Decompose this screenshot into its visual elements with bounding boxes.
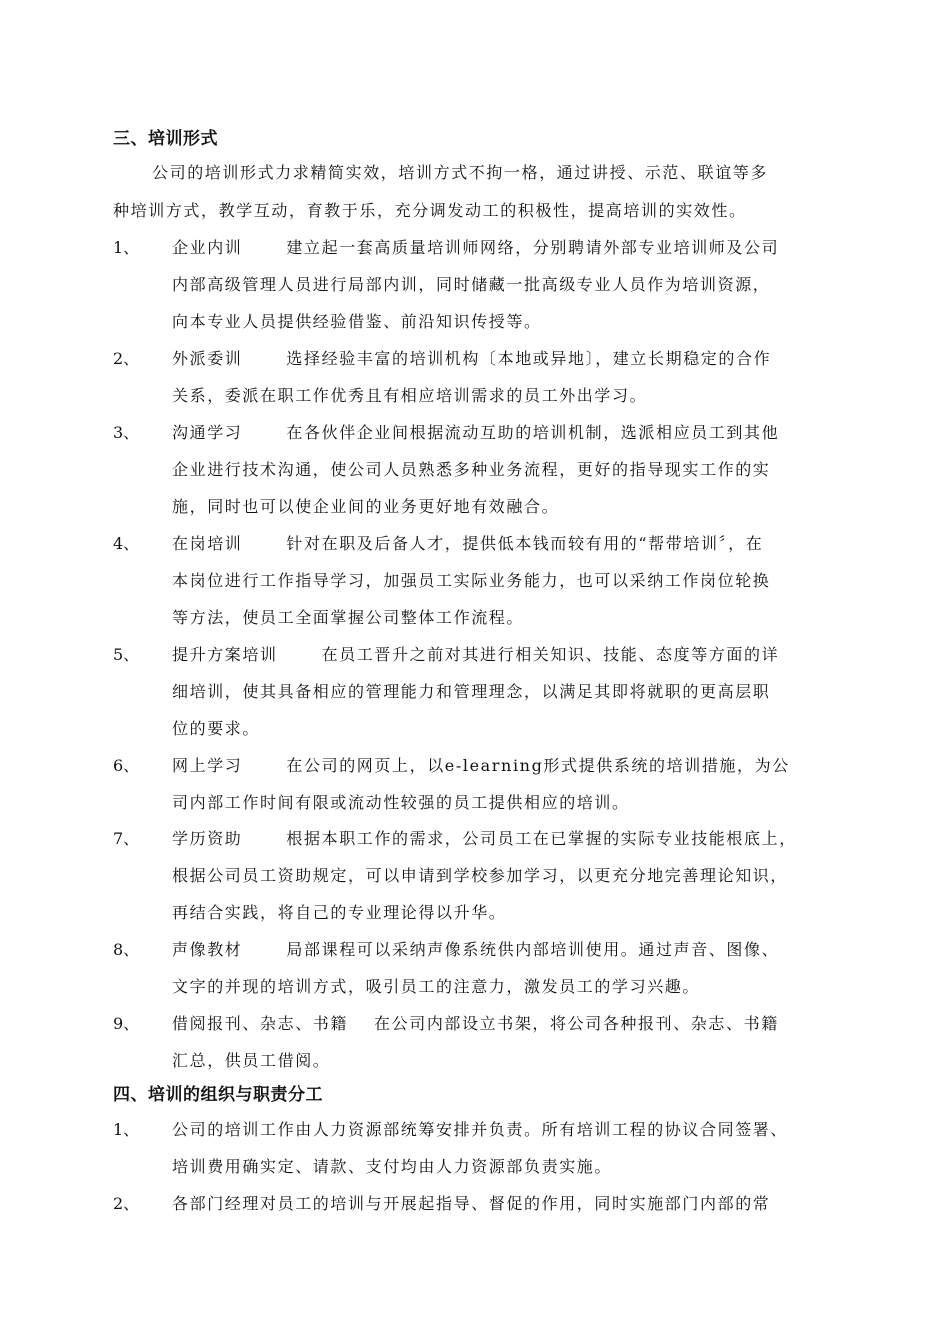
- item-9-line-1: 在公司内部设立书架，将公司各种报刊、杂志、书籍: [374, 1014, 779, 1033]
- item-4-line-1: 针对在职及后备人才，提供低本钱而较有用的“帮带培训〞，在: [286, 534, 764, 553]
- item-3-line-2: 企业进行技术沟通，使公司人员熟悉多种业务流程，更好的指导现实工作的实: [172, 460, 771, 479]
- item-9-term: 借阅报刊、杂志、书籍: [172, 1014, 349, 1033]
- item-5-line-1: 在员工晋升之前对其进行相关知识、技能、态度等方面的详: [321, 645, 780, 664]
- item-1-line-2: 内部高级管理人员进行局部内训，同时储藏一批高级专业人员作为培训资源，: [172, 275, 771, 294]
- item-6-first-line: [172, 754, 790, 778]
- item-9-number: 9、: [113, 1014, 140, 1033]
- item-6-line-1: 在公司的网页上，以e-learning形式提供系统的培训措施，为公: [286, 756, 790, 775]
- item-6-number: 6、: [113, 756, 140, 775]
- s4-item-2-line-1: 各部门经理对员工的培训与开展起指导、督促的作用，同时实施部门内部的常: [172, 1194, 771, 1213]
- item-1-first-line: [172, 236, 779, 260]
- s4-item-1-line-1: 公司的培训工作由人力资源部统筹安排并负责。所有培训工程的协议合同签署、: [172, 1120, 789, 1139]
- item-5-line-2: 细培训，使其具备相应的管理能力和管理理念，以满足其即将就职的更高层职: [172, 682, 771, 701]
- item-7-first-line: [172, 827, 797, 851]
- item-1-line-3: 向本专业人员提供经验借鉴、前沿知识传授等。: [172, 312, 542, 331]
- item-7-line-3: 再结合实践，将自己的专业理论得以升华。: [172, 903, 507, 922]
- item-4-number: 4、: [113, 534, 140, 553]
- item-1-term: 企业内训: [172, 238, 243, 257]
- item-8-line-2: 文字的并现的培训方式，吸引员工的注意力，激发员工的学习兴趣。: [172, 977, 701, 996]
- item-7-term: 学历资助: [172, 829, 243, 848]
- item-4-first-line: [172, 532, 763, 556]
- item-4-line-3: 等方法，使员工全面掌握公司整体工作流程。: [172, 608, 525, 627]
- item-3-first-line: [172, 421, 779, 445]
- item-3-line-3: 施，同时也可以使企业间的业务更好地有效融合。: [172, 497, 560, 516]
- item-5-term: 提升方案培训: [172, 645, 278, 664]
- section-4-heading: 四、培训的组织与职责分工: [113, 1085, 323, 1105]
- item-9-line-2: 汇总，供员工借阅。: [172, 1051, 331, 1070]
- item-8-first-line: [172, 938, 779, 962]
- item-2-term: 外派委训: [172, 349, 243, 368]
- s4-item-2-number: 2、: [113, 1194, 140, 1213]
- item-9-first-line: [172, 1012, 779, 1036]
- item-2-line-1: 选择经验丰富的培训机构〔本地或异地〕，建立长期稳定的合作: [286, 349, 772, 368]
- intro-line-2: 种培训方式，教学互动，育教于乐，充分调发动工的积极性，提高培训的实效性。: [113, 201, 747, 220]
- item-7-line-1: 根据本职工作的需求，公司员工在已掌握的实际专业技能根底上，: [286, 829, 797, 848]
- item-8-term: 声像教材: [172, 940, 243, 959]
- item-5-number: 5、: [113, 645, 140, 664]
- item-1-number: 1、: [113, 238, 140, 257]
- item-6-line-2: 司内部工作时间有限或流动性较强的员工提供相应的培训。: [172, 793, 630, 812]
- item-3-term: 沟通学习: [172, 423, 243, 442]
- item-7-line-2: 根据公司员工资助规定，可以申请到学校参加学习，以更充分地完善理论知识，: [172, 866, 789, 885]
- item-4-term: 在岗培训: [172, 534, 243, 553]
- item-5-first-line: [172, 643, 779, 667]
- item-8-number: 8、: [113, 940, 140, 959]
- s4-item-1-number: 1、: [113, 1120, 140, 1139]
- item-2-first-line: [172, 347, 771, 371]
- item-5-line-3: 位的要求。: [172, 719, 261, 738]
- section-3-heading: 三、培训形式: [113, 129, 218, 149]
- item-6-term: 网上学习: [172, 756, 243, 775]
- item-2-number: 2、: [113, 349, 140, 368]
- s4-item-1-line-2: 培训费用确实定、请款、支付均由人力资源部负责实施。: [172, 1157, 613, 1176]
- item-2-line-2: 关系，委派在职工作优秀且有相应培训需求的员工外出学习。: [172, 386, 648, 405]
- item-8-line-1: 局部课程可以采纳声像系统供内部培训使用。通过声音、图像、: [286, 940, 780, 959]
- item-7-number: 7、: [113, 829, 140, 848]
- item-4-line-2: 本岗位进行工作指导学习，加强员工实际业务能力，也可以采纳工作岗位轮换: [172, 571, 771, 590]
- item-3-number: 3、: [113, 423, 140, 442]
- intro-line-1: 公司的培训形式力求精简实效，培训方式不拘一格，通过讲授、示范、联谊等多: [152, 163, 769, 182]
- item-1-line-1: 建立起一套高质量培训师网络，分别聘请外部专业培训师及公司: [286, 238, 780, 257]
- item-3-line-1: 在各伙伴企业间根据流动互助的培训机制，选派相应员工到其他: [286, 423, 780, 442]
